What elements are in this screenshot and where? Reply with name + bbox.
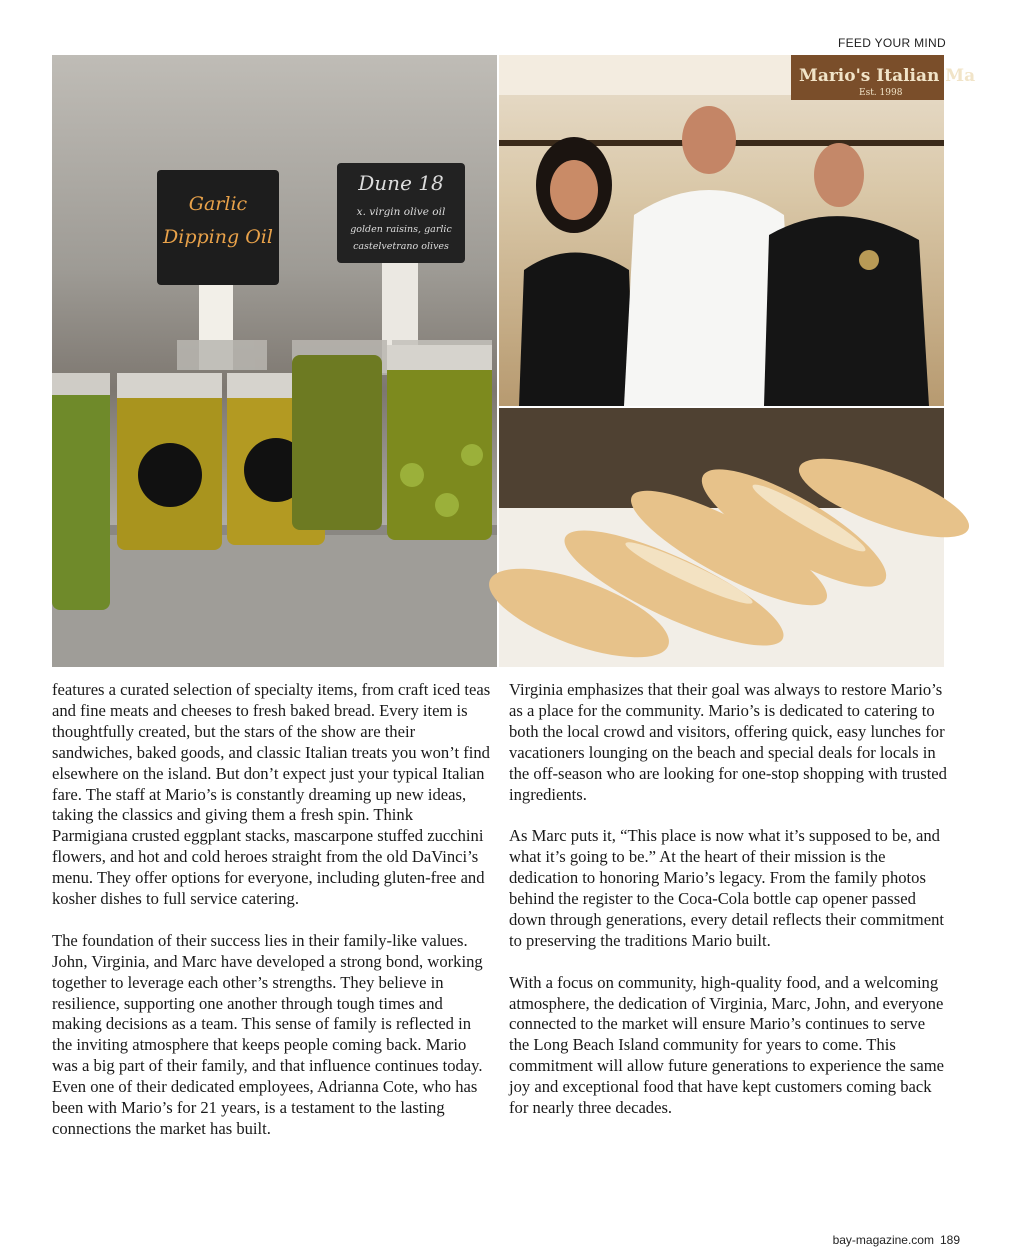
section-label: FEED YOUR MIND [838, 36, 946, 50]
left-paragraph-2: The foundation of their success lies in their family-like values. John, Virginia, and Marc have developed a strong bond, working together to leverage each other’s strengths. They believe in resilience, supporting one another through tough times and making decisions as a team. This sense of family is reflected in the inviting atmosphere that keeps people coming back. Mario was a big part of their family, and that influence continues today. Even one of their dedicated employees, Adrianna Cote, who has been with Mario’s for 21 years, is a testament to the lasting connections the market has built. [52, 930, 483, 1139]
store-sign: Mario's Italian Ma [799, 66, 976, 86]
jars-photo [52, 55, 497, 667]
bread-photo [499, 408, 944, 667]
sign-left-line-2: Dipping Oil [163, 226, 273, 248]
site-url[interactable]: bay-magazine.com [832, 1233, 934, 1247]
right-column [509, 680, 949, 1140]
sign-right-line-1: Dune 18 [358, 171, 444, 195]
left-column [52, 680, 492, 1161]
sign-right-line-2: x. virgin olive oil [356, 206, 446, 218]
right-paragraph-2: As Marc puts it, “This place is now what it’s supposed to be, and what it’s going to be.” At the heart of their mission is the dedication to honoring Mario’s legacy. From the family photos behind the register to the Coca-Cola bottle cap opener passed down through generations, every detail reflects their commitment to preserving the traditions Mario built. [509, 826, 944, 950]
left-paragraph-1: features a curated selection of specialty items, from craft iced teas and fine meats and cheeses to fresh baked bread. Every item is thoughtfully created, but the stars of the show are their sandwiches, baked goods, and classic Italian treats you won’t find elsewhere on the island. But don’t expect just your typical Italian fare. The staff at Mario’s is constantly dreaming up new ideas, taking the classics and giving them a fresh spin. Think Parmigiana crusted eggplant stacks, mascarpone stuffed zucchini flowers, and hot and cold heroes straight from the old DaVinci’s menu. They offer options for everyone, including gluten-free and kosher dishes to full service catering. [52, 680, 491, 909]
sign-right-line-4: castelvetrano olives [353, 241, 449, 252]
owners-photo [499, 55, 976, 406]
right-paragraph-3: With a focus on community, high-quality food, and a welcoming atmosphere, the dedication of Virginia, Marc, John, and everyone connected to the market will ensure Mario’s continues to serve the Long Beach Island community for years to come. This commitment will allow future generations to experience the same joy and exceptional food that have kept customers coming back for nearly three decades. [509, 972, 944, 1118]
page-number: 189 [939, 1233, 960, 1247]
right-paragraph-1: Virginia emphasizes that their goal was always to restore Mario’s as a place for the community. Mario’s is dedicated to catering to both the local crowd and visitors, offering quick, easy lunches for vacationers lounging on the beach and special deals for locals in the off-season who are looking for one-stop shopping with trusted ingredients. [509, 680, 947, 804]
folio [833, 1233, 960, 1247]
sign-left-line-1: Garlic [188, 193, 248, 215]
store-sign-sub: Est. 1998 [859, 88, 903, 98]
sign-right-line-3: golden raisins, garlic [350, 224, 452, 235]
